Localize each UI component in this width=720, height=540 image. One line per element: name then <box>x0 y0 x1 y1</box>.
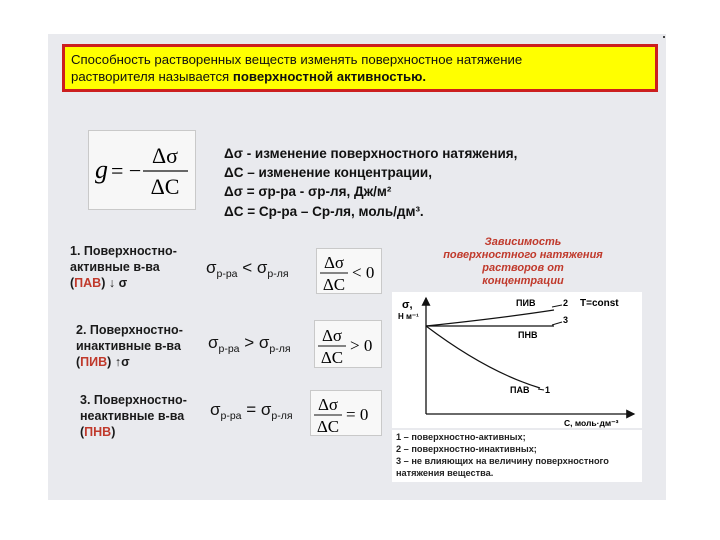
sub-solvent: р-ля <box>267 268 289 280</box>
class-pav-derivative-box <box>316 248 382 294</box>
graph-title-line-3: растворов от <box>482 262 564 274</box>
class-pnv-derivative <box>311 391 381 435</box>
leader-pnv <box>552 322 562 325</box>
derivative-denominator: ΔC <box>316 417 340 435</box>
y-axis-label-line-2: Н м⁻¹ <box>398 312 419 321</box>
curve-number-pnv: 3 <box>563 315 569 325</box>
class-pav-derivative <box>317 249 381 293</box>
graph-title-line-2: поверхностного натяжения <box>443 249 603 261</box>
derivative-denominator: ΔC <box>320 348 344 367</box>
sigma-solvent: σ <box>256 258 268 277</box>
formula-eq-minus: = − <box>111 158 142 183</box>
definition-box <box>62 44 658 92</box>
curve-number-pav: 1 <box>545 385 551 395</box>
note-1: 1 – поверхностно-активных; <box>396 432 526 442</box>
class-pav-line-3: (ПАВ) ↓ σ <box>70 276 128 290</box>
sigma-solution: σ <box>206 258 217 277</box>
activity-formula-box <box>88 130 196 210</box>
curve-piv <box>426 310 554 326</box>
class-piv-relation <box>208 333 291 355</box>
class-pav-abbr: ПАВ <box>74 276 102 290</box>
class-piv-arrow: ↑σ <box>114 355 130 369</box>
derivative-relation: > 0 <box>350 336 373 355</box>
x-axis-label: C, моль·дм⁻³ <box>564 418 619 428</box>
sub-solvent: р-ля <box>269 343 291 355</box>
sub-solution: р-ра <box>220 410 242 422</box>
class-pnv-line-2: неактивные в-ва <box>80 409 185 423</box>
surface-tension-graph <box>392 292 642 428</box>
class-piv-derivative-box <box>314 320 382 368</box>
derivative-numerator: Δσ <box>317 395 339 414</box>
relation-sign: > <box>244 333 255 352</box>
sigma-solution: σ <box>208 333 219 352</box>
class-pnv-line-1: 3. Поверхностно- <box>80 393 187 407</box>
sigma-solution: σ <box>210 400 221 419</box>
legend-line-4: ΔC = Cр-ра – Cр-ля, моль/дм³. <box>224 204 424 219</box>
class-pnv-abbr: ПНВ <box>84 425 112 439</box>
class-piv-label <box>76 322 183 370</box>
class-pnv-relation <box>210 400 293 422</box>
graph-title-line-4: концентрации <box>482 275 564 287</box>
graph-svg <box>392 292 642 428</box>
leader-piv <box>552 305 562 307</box>
sub-solution: р-ра <box>218 343 240 355</box>
class-pnv-line-3: (ПНВ) <box>80 425 116 439</box>
relation-sign: = <box>246 400 257 419</box>
note-2: 2 – поверхностно-инактивных; <box>396 444 537 454</box>
leader-pav <box>538 389 544 390</box>
derivative-relation: = 0 <box>346 405 369 424</box>
y-axis-label-line-1: σ, <box>402 299 413 311</box>
derivative-numerator: Δσ <box>321 326 343 345</box>
sigma-solvent: σ <box>260 400 272 419</box>
curve-number-piv: 2 <box>563 298 569 308</box>
class-pav-line-1: 1. Поверхностно- <box>70 244 177 258</box>
sigma-solvent: σ <box>258 333 270 352</box>
class-pav-relation <box>206 258 289 280</box>
legend-line-3: Δσ = σр-ра - σр-ля, Дж/м² <box>224 184 392 199</box>
graph-title-line-1: Зависимость <box>484 236 562 248</box>
definition-line-1: Способность растворенных веществ изменять поверхностное натяжение <box>71 52 523 67</box>
class-piv-abbr: ПИВ <box>80 355 108 369</box>
legend-line-2: ΔC – изменение концентрации, <box>224 165 432 180</box>
class-pav-arrow: ↓ σ <box>108 276 128 290</box>
formula-lhs: g <box>95 155 108 184</box>
graph-notes <box>392 430 642 482</box>
temperature-condition: T=const <box>580 298 619 309</box>
activity-formula <box>89 131 195 209</box>
formula-numerator: Δσ <box>151 143 179 168</box>
derivative-denominator: ΔC <box>322 275 346 293</box>
class-piv-derivative <box>315 321 381 367</box>
derivative-numerator: Δσ <box>323 253 345 272</box>
definition-line-2 <box>71 68 649 85</box>
class-piv-line-1: 2. Поверхностно- <box>76 323 183 337</box>
derivative-relation: < 0 <box>352 263 375 282</box>
note-4: натяжения вещества. <box>396 468 494 478</box>
curve-label-piv: ПИВ <box>516 298 536 308</box>
sub-solution: р-ра <box>216 268 238 280</box>
curve-label-pnv: ПНВ <box>518 330 538 340</box>
class-pnv-derivative-box <box>310 390 382 436</box>
class-pav-label <box>70 243 177 291</box>
definition-line-2-plain: растворителя называется <box>71 69 233 84</box>
definition-term: поверхностной активностью. <box>232 69 427 84</box>
class-pnv-label <box>80 392 187 440</box>
sub-solvent: р-ля <box>271 410 293 422</box>
relation-sign: < <box>242 258 253 277</box>
formula-denominator: ΔC <box>150 174 180 199</box>
class-pav-line-2: активные в-ва <box>70 260 160 274</box>
slide-dot <box>663 36 665 38</box>
note-3: 3 – не влияющих на величину поверхностного <box>396 456 609 466</box>
graph-title <box>424 236 622 288</box>
class-piv-line-3: (ПИВ) ↑σ <box>76 355 130 369</box>
class-piv-line-2: инактивные в-ва <box>76 339 181 353</box>
legend-line-1: Δσ - изменение поверхностного натяжения, <box>224 146 518 161</box>
curve-label-pav: ПАВ <box>510 385 530 395</box>
